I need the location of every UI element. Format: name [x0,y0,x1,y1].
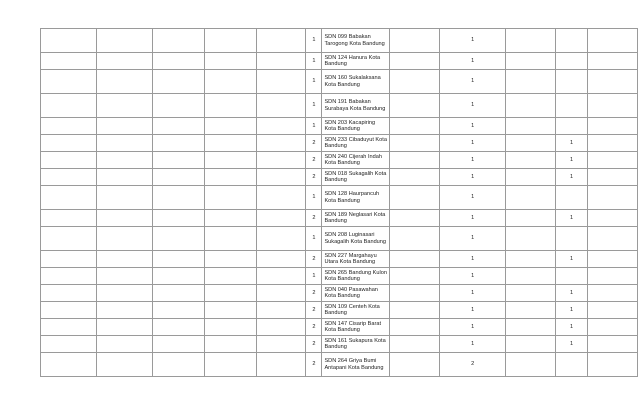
school-name-cell: SDN 203 Kacapiring Kota Bandung [322,118,390,135]
empty-cell [588,210,638,227]
table-row [41,302,638,319]
empty-cell [204,353,256,377]
value-1-cell: 1 [440,227,506,251]
empty-cell [390,53,440,70]
value-2-cell [556,353,588,377]
empty-cell [390,227,440,251]
empty-cell [152,319,204,336]
school-name-cell: SDN 240 Cijerah Indah Kota Bandung [322,152,390,169]
empty-cell [204,53,256,70]
value-1-cell: 1 [440,152,506,169]
class-count-cell: 2 [306,302,322,319]
empty-cell [588,169,638,186]
empty-cell [96,353,152,377]
empty-cell [96,251,152,268]
empty-cell [96,227,152,251]
empty-cell [41,319,97,336]
empty-cell [588,70,638,94]
empty-cell [204,70,256,94]
school-name-cell: SDN 208 Luginasari Sukagalih Kota Bandung [322,227,390,251]
value-2-cell [556,29,588,53]
table-row [41,118,638,135]
table-row [41,336,638,353]
empty-cell [506,251,556,268]
empty-cell [256,285,306,302]
empty-cell [204,118,256,135]
value-2-cell: 1 [556,169,588,186]
empty-cell [41,94,97,118]
empty-cell [41,268,97,285]
empty-cell [152,210,204,227]
empty-cell [152,302,204,319]
class-count-cell: 1 [306,94,322,118]
empty-cell [588,94,638,118]
empty-cell [256,353,306,377]
empty-cell [41,70,97,94]
empty-cell [588,336,638,353]
value-1-cell: 1 [440,169,506,186]
class-count-cell: 2 [306,152,322,169]
school-name-cell: SDN 233 Cibaduyut Kota Bandung [322,135,390,152]
empty-cell [96,53,152,70]
empty-cell [204,186,256,210]
empty-cell [390,94,440,118]
empty-cell [588,186,638,210]
table-row [41,210,638,227]
empty-cell [204,268,256,285]
empty-cell [152,186,204,210]
school-name-cell: SDN 161 Sukapura Kota Bandung [322,336,390,353]
empty-cell [152,336,204,353]
table-row [41,135,638,152]
empty-cell [588,53,638,70]
empty-cell [390,186,440,210]
empty-cell [152,135,204,152]
empty-cell [588,227,638,251]
table-row [41,319,638,336]
empty-cell [204,210,256,227]
empty-cell [506,29,556,53]
empty-cell [506,152,556,169]
empty-cell [506,336,556,353]
empty-cell [588,29,638,53]
empty-cell [152,152,204,169]
value-2-cell: 1 [556,336,588,353]
empty-cell [152,227,204,251]
empty-cell [390,169,440,186]
empty-cell [256,70,306,94]
empty-cell [506,268,556,285]
empty-cell [506,319,556,336]
school-name-cell: SDN 040 Pasawahan Kota Bandung [322,285,390,302]
empty-cell [390,285,440,302]
empty-cell [256,53,306,70]
class-count-cell: 2 [306,251,322,268]
school-name-cell: SDN 099 Babakan Tarogong Kota Bandung [322,29,390,53]
empty-cell [256,302,306,319]
empty-cell [588,319,638,336]
empty-cell [256,268,306,285]
empty-cell [588,118,638,135]
empty-cell [41,227,97,251]
class-count-cell: 2 [306,169,322,186]
empty-cell [256,186,306,210]
class-count-cell: 1 [306,53,322,70]
table-row [41,227,638,251]
table-row [41,70,638,94]
value-1-cell: 1 [440,302,506,319]
empty-cell [152,70,204,94]
empty-cell [204,336,256,353]
empty-cell [152,285,204,302]
value-2-cell [556,227,588,251]
table-row [41,152,638,169]
school-name-cell: SDN 265 Bandung Kulon Kota Bandung [322,268,390,285]
value-2-cell: 1 [556,285,588,302]
value-1-cell: 1 [440,186,506,210]
school-name-cell: SDN 018 Sukagalih Kota Bandung [322,169,390,186]
value-1-cell: 1 [440,118,506,135]
value-2-cell: 1 [556,135,588,152]
empty-cell [256,118,306,135]
empty-cell [41,29,97,53]
empty-cell [96,336,152,353]
empty-cell [390,319,440,336]
empty-cell [152,251,204,268]
class-count-cell: 2 [306,210,322,227]
empty-cell [204,227,256,251]
empty-cell [152,169,204,186]
empty-cell [506,285,556,302]
empty-cell [256,29,306,53]
school-name-cell: SDN 160 Sukalaksana Kota Bandung [322,70,390,94]
empty-cell [152,29,204,53]
empty-cell [390,268,440,285]
value-1-cell: 1 [440,94,506,118]
school-name-cell: SDN 109 Centeh Kota Bandung [322,302,390,319]
empty-cell [96,94,152,118]
value-1-cell: 2 [440,353,506,377]
empty-cell [506,70,556,94]
empty-cell [96,268,152,285]
empty-cell [588,285,638,302]
empty-cell [96,285,152,302]
empty-cell [506,210,556,227]
empty-cell [256,169,306,186]
table-row [41,353,638,377]
class-count-cell: 2 [306,319,322,336]
class-count-cell: 2 [306,135,322,152]
empty-cell [506,53,556,70]
empty-cell [390,336,440,353]
empty-cell [588,268,638,285]
empty-cell [152,118,204,135]
class-count-cell: 2 [306,285,322,302]
empty-cell [588,152,638,169]
empty-cell [41,152,97,169]
class-count-cell: 2 [306,336,322,353]
empty-cell [96,70,152,94]
school-name-cell: SDN 124 Hanura Kota Bandung [322,53,390,70]
empty-cell [390,70,440,94]
empty-cell [506,118,556,135]
value-2-cell: 1 [556,302,588,319]
empty-cell [390,210,440,227]
empty-cell [204,29,256,53]
empty-cell [96,29,152,53]
empty-cell [96,302,152,319]
class-count-cell: 2 [306,353,322,377]
empty-cell [204,302,256,319]
table-row [41,29,638,53]
empty-cell [256,336,306,353]
value-1-cell: 1 [440,210,506,227]
value-1-cell: 1 [440,29,506,53]
value-2-cell: 1 [556,319,588,336]
value-2-cell [556,53,588,70]
table-row [41,251,638,268]
empty-cell [390,251,440,268]
empty-cell [41,251,97,268]
value-2-cell [556,186,588,210]
table-row [41,53,638,70]
empty-cell [96,169,152,186]
empty-cell [204,169,256,186]
empty-cell [506,135,556,152]
school-name-cell: SDN 128 Haurpancuh Kota Bandung [322,186,390,210]
empty-cell [204,285,256,302]
value-2-cell [556,70,588,94]
empty-cell [390,135,440,152]
value-1-cell: 1 [440,319,506,336]
empty-cell [204,94,256,118]
table-row [41,169,638,186]
table-row [41,285,638,302]
empty-cell [152,353,204,377]
empty-cell [96,186,152,210]
empty-cell [96,152,152,169]
value-2-cell [556,94,588,118]
school-data-table [40,28,638,377]
value-1-cell: 1 [440,135,506,152]
empty-cell [390,152,440,169]
empty-cell [41,135,97,152]
empty-cell [256,251,306,268]
empty-cell [588,353,638,377]
school-name-cell: SDN 191 Babakan Surabaya Kota Bandung [322,94,390,118]
empty-cell [256,210,306,227]
empty-cell [96,210,152,227]
school-name-cell: SDN 189 Neglasari Kota Bandung [322,210,390,227]
empty-cell [41,118,97,135]
empty-cell [152,94,204,118]
class-count-cell: 1 [306,70,322,94]
empty-cell [256,94,306,118]
empty-cell [390,118,440,135]
school-name-cell: SDN 147 Cisarip Barat Kota Bandung [322,319,390,336]
empty-cell [506,227,556,251]
value-1-cell: 1 [440,53,506,70]
school-name-cell: SDN 264 Griya Bumi Antapani Kota Bandung [322,353,390,377]
empty-cell [41,285,97,302]
empty-cell [506,302,556,319]
table-body [41,29,638,377]
value-1-cell: 1 [440,70,506,94]
empty-cell [204,135,256,152]
empty-cell [390,302,440,319]
empty-cell [41,336,97,353]
value-2-cell [556,268,588,285]
school-name-cell: SDN 227 Margahayu Utara Kota Bandung [322,251,390,268]
empty-cell [41,186,97,210]
empty-cell [96,118,152,135]
empty-cell [256,135,306,152]
empty-cell [96,319,152,336]
empty-cell [506,169,556,186]
class-count-cell: 1 [306,186,322,210]
empty-cell [41,302,97,319]
empty-cell [41,210,97,227]
value-2-cell: 1 [556,210,588,227]
empty-cell [588,302,638,319]
empty-cell [390,353,440,377]
class-count-cell: 1 [306,29,322,53]
value-2-cell [556,118,588,135]
empty-cell [506,353,556,377]
empty-cell [204,251,256,268]
class-count-cell: 1 [306,227,322,251]
empty-cell [41,169,97,186]
empty-cell [152,53,204,70]
empty-cell [256,152,306,169]
value-2-cell: 1 [556,152,588,169]
table-row [41,268,638,285]
empty-cell [41,353,97,377]
value-1-cell: 1 [440,251,506,268]
value-1-cell: 1 [440,285,506,302]
empty-cell [256,227,306,251]
empty-cell [390,29,440,53]
empty-cell [588,251,638,268]
empty-cell [204,319,256,336]
empty-cell [588,135,638,152]
class-count-cell: 1 [306,268,322,285]
value-1-cell: 1 [440,336,506,353]
value-2-cell: 1 [556,251,588,268]
value-1-cell: 1 [440,268,506,285]
empty-cell [204,152,256,169]
table-row [41,94,638,118]
empty-cell [256,319,306,336]
class-count-cell: 1 [306,118,322,135]
table-row [41,186,638,210]
empty-cell [152,268,204,285]
empty-cell [96,135,152,152]
empty-cell [41,53,97,70]
empty-cell [506,94,556,118]
empty-cell [506,186,556,210]
